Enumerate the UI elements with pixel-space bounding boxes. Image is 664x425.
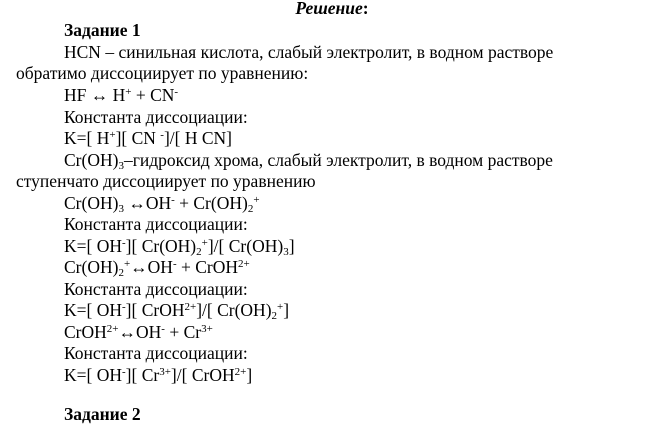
k-part: K=[ OH	[64, 236, 122, 256]
hcn-k-expression	[64, 128, 232, 149]
eq-sup: 2+	[106, 323, 119, 335]
eq-sup: -	[174, 86, 179, 98]
heading-text: Решение	[295, 0, 363, 18]
k-part: ][ CrOH	[125, 300, 185, 320]
k-part: ][ Cr(OH)	[125, 236, 197, 256]
hcn-line2: обратимо диссоциирует по уравнению:	[16, 63, 309, 83]
solution-heading	[0, 0, 664, 19]
eq-part: ↔OH	[123, 193, 172, 213]
croh-k3-expression	[64, 365, 252, 386]
k-part: K=[ H	[64, 128, 110, 148]
eq-sup: -	[172, 258, 177, 270]
k-part: ][ CN	[115, 128, 161, 148]
eq-part: ↔OH	[130, 257, 173, 277]
k-part: ]	[283, 300, 290, 320]
eq-sup: 2+	[238, 258, 250, 270]
eq-sup: +	[253, 194, 260, 206]
k-sup: -	[122, 237, 126, 249]
k-sup: 3+	[159, 366, 171, 378]
k-sub: 3	[283, 246, 289, 258]
k-part: ]/[ Cr(OH)	[196, 300, 272, 320]
eq-sub: 3	[118, 203, 124, 215]
k-sup: -	[160, 129, 164, 141]
heading-colon: :	[362, 0, 369, 18]
text-sub: 3	[118, 160, 124, 172]
k-part: ]	[288, 236, 295, 256]
k-part: ]/[ Cr(OH)	[207, 236, 284, 256]
k-sub: 2	[271, 310, 278, 322]
eq-part: Cr(OH)	[64, 193, 119, 213]
k-sub: 2	[196, 246, 202, 258]
eq-sup: 3+	[201, 323, 213, 335]
text-part: Cr(OH)	[64, 150, 119, 170]
k-part: ][ Cr	[125, 365, 160, 385]
task2-title: Задание 2	[64, 404, 141, 424]
text-part: –гидроксид хрома, слабый электролит, в водном растворе	[123, 150, 553, 170]
eq-part: CrOH	[64, 322, 107, 342]
eq-part: ↔OH	[118, 322, 162, 342]
eq-sup: -	[171, 194, 175, 206]
croh-k2-expression	[64, 300, 289, 321]
k-sup: +	[109, 129, 116, 141]
eq-part: + CN	[131, 85, 175, 105]
croh-equation-2	[64, 257, 250, 278]
eq-part: Cr(OH)	[64, 257, 119, 277]
croh-equation-3	[64, 322, 213, 343]
hcn-equation	[64, 85, 178, 106]
k-sup: 2+	[184, 301, 197, 313]
k-sup: -	[122, 301, 126, 313]
croh-k2-label: Константа диссоциации:	[64, 279, 248, 299]
croh-line2: ступенчато диссоциирует по уравнению	[16, 171, 316, 191]
eq-sub: 2	[118, 267, 124, 279]
k-sup: 2+	[234, 366, 247, 378]
k-sup: -	[122, 366, 126, 378]
croh-k3-label: Константа диссоциации:	[64, 343, 248, 363]
eq-part: + Cr	[164, 322, 202, 342]
eq-part: + Cr(OH)	[174, 193, 248, 213]
k-part: ]	[246, 365, 253, 385]
croh-k1-label: Константа диссоциации:	[64, 214, 248, 234]
task1-title: Задание 1	[64, 20, 141, 40]
k-part: ]/[ H CN]	[163, 128, 233, 148]
k-part: K=[ OH	[64, 300, 122, 320]
croh-equation-1	[64, 193, 260, 214]
k-part: ]/[ CrOH	[170, 365, 235, 385]
k-sup: +	[277, 301, 284, 313]
eq-sup: -	[161, 323, 165, 335]
eq-sub: 2	[247, 203, 254, 215]
eq-part: + CrOH	[176, 257, 239, 277]
hcn-k-label: Константа диссоциации:	[64, 107, 248, 127]
k-part: K=[ OH	[64, 365, 122, 385]
croh-k1-expression	[64, 236, 295, 257]
hcn-line1: HCN – синильная кислота, слабый электролит, в водном растворе	[64, 42, 554, 62]
croh-line1	[64, 150, 553, 171]
eq-sup: +	[123, 258, 131, 270]
eq-part: HF ↔ H	[64, 85, 126, 105]
k-sup: +	[201, 237, 208, 249]
eq-sup: +	[125, 86, 132, 98]
